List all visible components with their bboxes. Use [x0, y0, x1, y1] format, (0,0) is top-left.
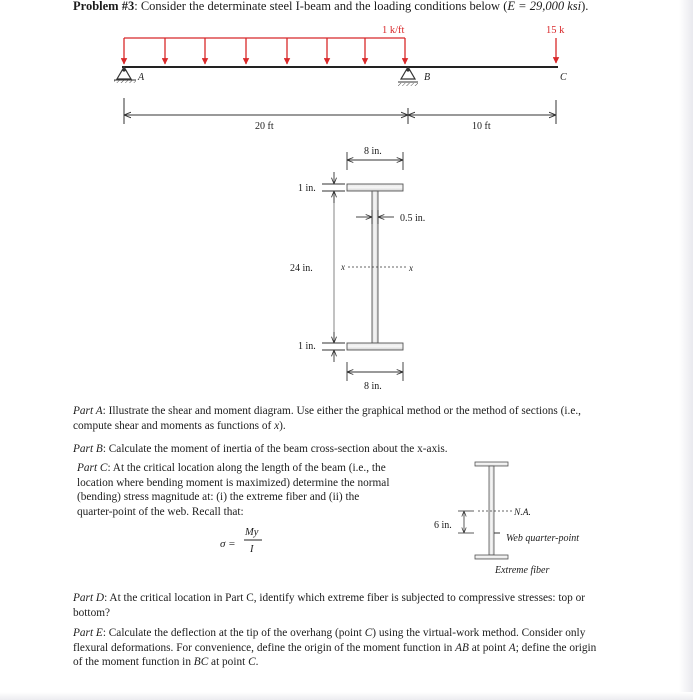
formula-numerator: My [245, 527, 259, 538]
top-flange-thickness: 1 in. [298, 183, 316, 194]
web-quarter-point-label: Web quarter-point [506, 533, 580, 544]
part-e-bc: BC [193, 656, 209, 668]
part-c-line-1: : At the critical location along the length of the beam (i.e., the [107, 462, 386, 474]
part-b [73, 442, 633, 457]
quarter-depth-dimension: 6 in. [434, 520, 452, 531]
part-d [73, 591, 633, 620]
support-b-label: B [424, 72, 431, 83]
part-a-label: Part A [73, 405, 103, 417]
support-a-label: A [138, 72, 145, 83]
stress-section-diagram [434, 462, 579, 576]
top-flange-width: 8 in. [364, 146, 382, 157]
part-e-text: : Calculate the deflection at the tip of the overhang (point [102, 627, 365, 639]
distributed-load-label: 1 k/ft [382, 25, 405, 36]
extreme-fiber-label: Extreme fiber [495, 565, 550, 576]
part-e-point-c2: C [248, 656, 256, 668]
web-depth: 24 in. [290, 263, 313, 274]
bottom-flange-thickness: 1 in. [298, 341, 316, 352]
part-e-text: ) using the virtual-work method. Consider only [372, 627, 586, 639]
span-bc-label: 10 ft [472, 121, 491, 132]
span-ab-label: 20 ft [255, 121, 274, 132]
bottom-flange [347, 343, 403, 350]
formula-lhs: σ = [220, 538, 236, 550]
bending-stress-formula [220, 527, 262, 555]
small-web [489, 466, 494, 555]
x-axis-right: x [409, 263, 413, 273]
problem-text: : Consider the determinate steel I-beam and the loading conditions below ( [134, 0, 508, 13]
part-a-text-3: ). [279, 419, 286, 432]
part-e-text: flexural deformations. For convenience, define the origin of the moment function in [73, 641, 456, 654]
page-edge-shadow [679, 0, 693, 700]
part-e-point-c: C [364, 627, 373, 639]
part-a-var: x [274, 419, 280, 432]
part-d-line-1: : At the critical location in Part C, identify which extreme fiber is subjected to compressive stresses: top or [104, 592, 586, 604]
part-a-text-2: compute shear and moments as functions of [73, 419, 275, 432]
elastic-modulus: E = 29,000 ksi [507, 0, 582, 13]
part-e-ab: AB [455, 641, 469, 654]
part-b-text: : Calculate the moment of inertia of the beam cross-section about the x-axis. [102, 443, 448, 455]
part-e-text: at point [208, 656, 249, 668]
part-d-label: Part D [73, 592, 105, 604]
part-e-text: ; define the origin [515, 641, 597, 654]
span-dimensions [124, 98, 556, 132]
tip-c-label: C [560, 72, 567, 83]
distributed-load [124, 25, 405, 64]
part-e-text: at point [468, 641, 509, 654]
point-load-label: 15 k [546, 25, 565, 36]
top-flange [347, 184, 403, 191]
part-c-line-3: (bending) stress magnitude at: (i) the extreme fiber and (ii) the [77, 491, 360, 503]
part-c-label: Part C [77, 462, 108, 474]
web-thickness: 0.5 in. [400, 213, 426, 224]
problem-label: Problem #3 [73, 0, 135, 13]
formula-denominator: I [250, 544, 254, 555]
part-e-label: Part E [73, 627, 103, 639]
support-b-roller [398, 67, 430, 86]
small-bottom-flange [475, 555, 508, 559]
part-b-label: Part B [73, 443, 103, 455]
part-a-text: : Illustrate the shear and moment diagram. Use either the graphical method or the method of sections (i.e., [102, 405, 582, 417]
part-e [73, 626, 643, 670]
x-axis-left: x [341, 262, 345, 272]
beam-diagram [114, 25, 567, 132]
neutral-axis-label: N.A. [514, 508, 531, 518]
part-e-point-a: A [508, 641, 516, 654]
bottom-flange-width: 8 in. [364, 381, 382, 392]
support-a-pin [114, 67, 145, 83]
small-top-flange [475, 462, 508, 466]
point-load [546, 25, 565, 63]
part-c-line-2: location where bending moment is maximized) determine the normal [77, 476, 390, 489]
part-c [77, 461, 407, 519]
i-beam-section [290, 146, 425, 392]
part-a [73, 404, 633, 433]
page-edge-shadow [0, 692, 693, 700]
part-e-text: . [255, 656, 259, 668]
problem-text-end: ). [581, 0, 589, 13]
part-d-line-2: bottom? [73, 606, 111, 619]
part-e-text: of the moment function in [73, 656, 194, 668]
part-c-line-4: quarter-point of the web. Recall that: [77, 505, 244, 518]
